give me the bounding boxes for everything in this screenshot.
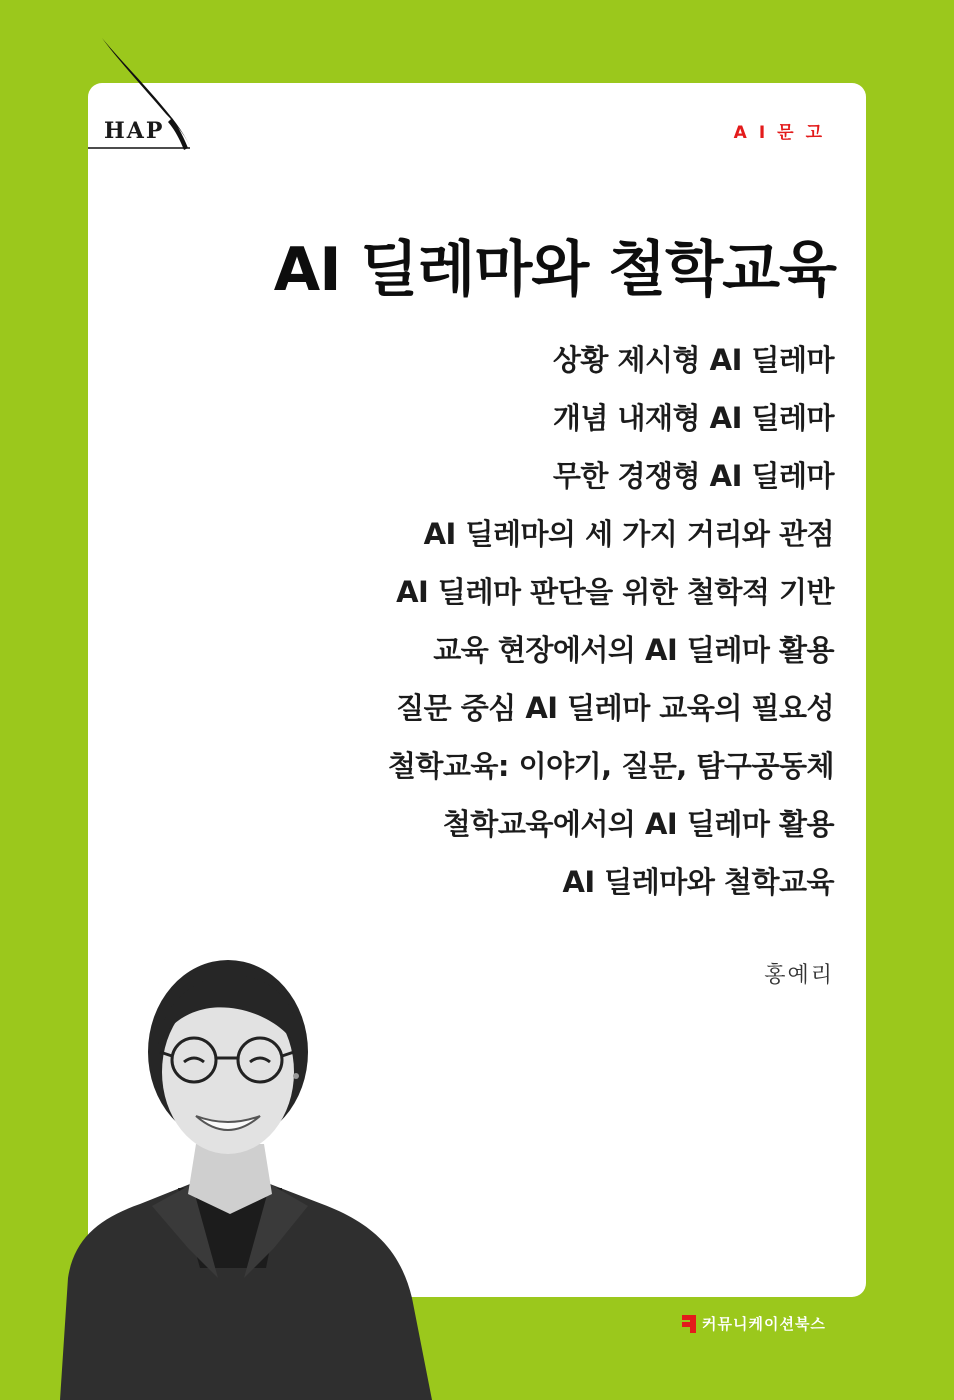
series-label: AI문고 (733, 123, 834, 143)
author-name: 홍예리 (764, 963, 834, 988)
publisher (682, 1313, 826, 1334)
topic-item: 무한 경쟁형 AI 딜레마 (552, 459, 834, 493)
author-portrait (60, 948, 460, 1400)
hap-logo-text: HAP (104, 118, 165, 144)
topic-item: 철학교육: 이야기, 질문, 탐구공동체 (387, 749, 834, 783)
publisher-name: 커뮤니케이션북스 (702, 1315, 826, 1333)
topic-item: AI 딜레마와 철학교육 (562, 865, 834, 899)
topic-item: AI 딜레마의 세 가지 거리와 관점 (423, 517, 834, 551)
topic-item: 질문 중심 AI 딜레마 교육의 필요성 (396, 691, 834, 725)
topic-item: 상황 제시형 AI 딜레마 (552, 343, 834, 377)
topic-item: AI 딜레마 판단을 위한 철학적 기반 (396, 575, 834, 609)
book-title: AI 딜레마와 철학교육 (273, 235, 836, 305)
topic-item: 교육 현장에서의 AI 딜레마 활용 (433, 633, 834, 667)
topic-item: 개념 내재형 AI 딜레마 (552, 401, 834, 435)
topic-list (388, 340, 834, 920)
publisher-mark-icon (682, 1315, 696, 1333)
topic-item: 철학교육에서의 AI 딜레마 활용 (442, 807, 834, 841)
